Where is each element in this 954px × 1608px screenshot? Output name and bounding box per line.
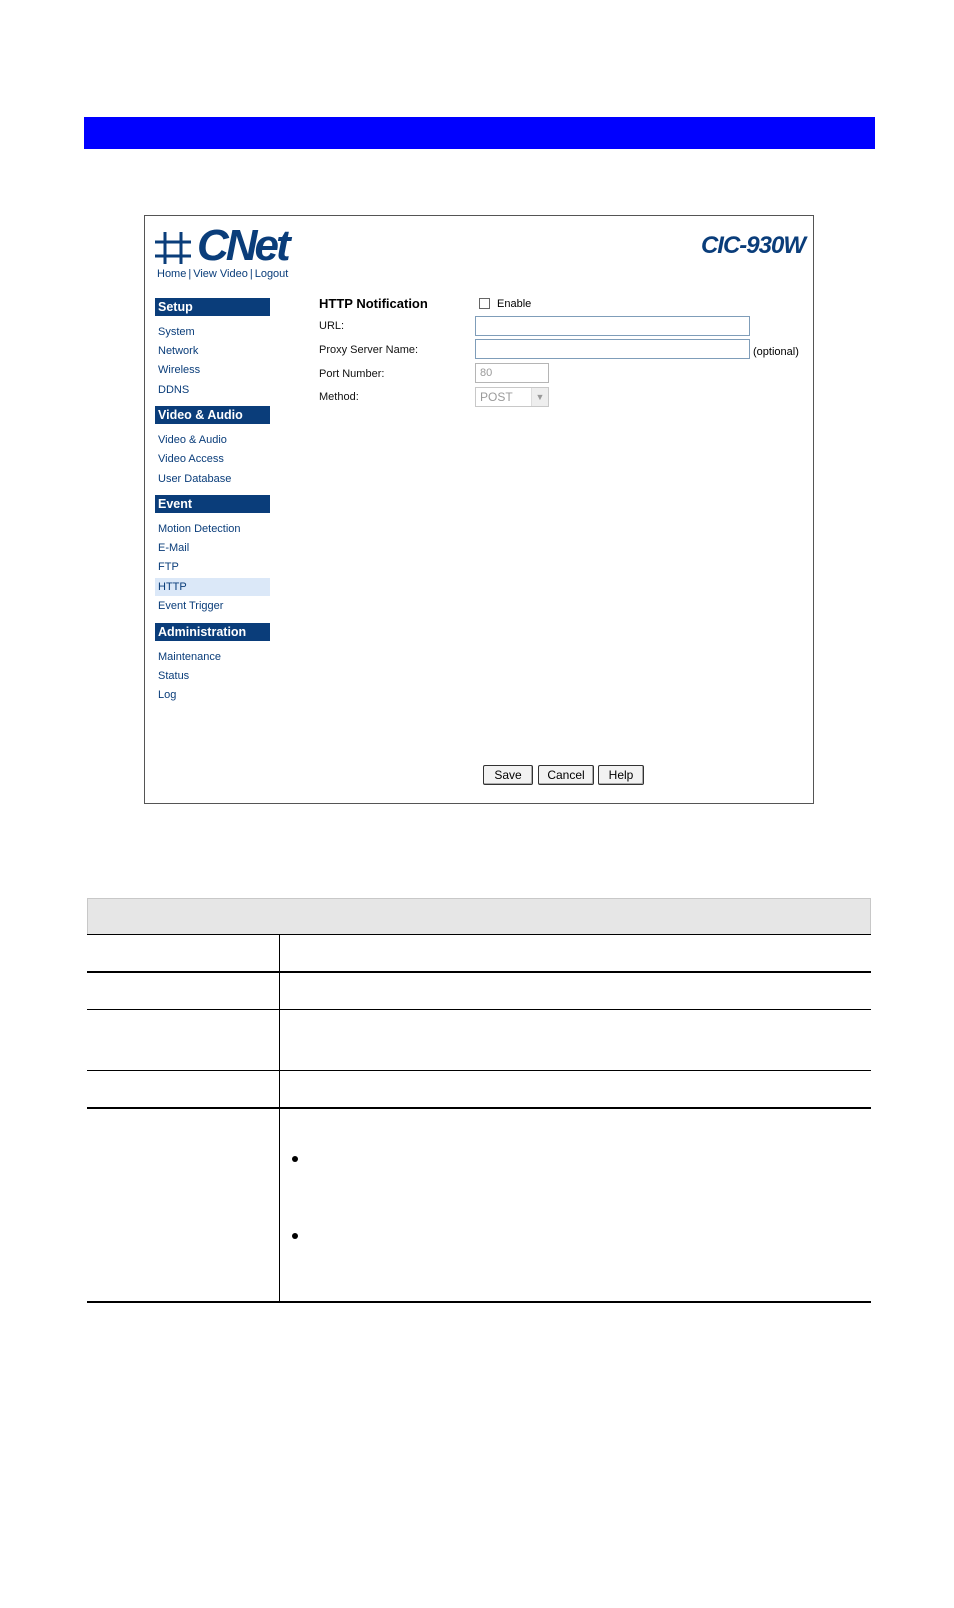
nav-separator: | — [249, 268, 253, 280]
cancel-button[interactable]: Cancel — [538, 765, 594, 785]
sidebar-section-event: Event — [155, 495, 270, 513]
sidebar-item-motion-detection[interactable]: Motion Detection — [158, 523, 241, 535]
sidebar-item-log[interactable]: Log — [158, 689, 177, 701]
table-row-divider — [87, 971, 871, 973]
method-label: Method: — [319, 391, 359, 403]
sidebar-item-email[interactable]: E-Mail — [158, 542, 190, 554]
sidebar-item-ftp[interactable]: FTP — [158, 561, 179, 573]
table-row-divider — [87, 1301, 871, 1303]
table-row-divider — [87, 934, 871, 935]
bullet-icon — [292, 1156, 298, 1162]
sidebar-section-setup: Setup — [155, 298, 270, 316]
bullet-icon — [292, 1233, 298, 1239]
table-row-divider — [87, 1107, 871, 1109]
cnet-logo-icon — [153, 230, 193, 266]
help-button[interactable]: Help — [598, 765, 644, 785]
nav-separator: | — [188, 268, 192, 280]
sidebar-item-maintenance[interactable]: Maintenance — [158, 651, 221, 663]
sidebar-item-http[interactable]: HTTP — [155, 578, 270, 596]
sidebar-item-user-database[interactable]: User Database — [158, 473, 232, 485]
sidebar-item-network[interactable]: Network — [158, 345, 199, 357]
top-nav — [157, 268, 288, 280]
sidebar-item-event-trigger[interactable]: Event Trigger — [158, 600, 224, 612]
table-row-divider — [87, 1070, 871, 1071]
form-title: HTTP Notification — [319, 296, 428, 311]
model-name: CIC-930W — [700, 232, 805, 259]
save-button[interactable]: Save — [483, 765, 533, 785]
table-header-row — [87, 898, 871, 935]
cnet-logo — [153, 222, 288, 268]
url-input[interactable] — [475, 316, 750, 336]
port-number-label: Port Number: — [319, 368, 385, 380]
nav-home-link[interactable]: Home — [157, 268, 187, 280]
enable-label: Enable — [497, 298, 532, 310]
url-label: URL: — [319, 320, 345, 332]
proxy-server-input[interactable] — [475, 339, 750, 359]
nav-view-video-link[interactable]: View Video — [193, 268, 248, 280]
table-column-divider — [279, 935, 280, 1301]
sidebar-item-wireless[interactable]: Wireless — [158, 364, 201, 376]
sidebar-item-video-audio[interactable]: Video & Audio — [158, 434, 227, 446]
port-number-input[interactable] — [475, 363, 549, 383]
enable-checkbox[interactable] — [479, 298, 490, 309]
sidebar-section-video-audio: Video & Audio — [155, 406, 270, 424]
sidebar-item-ddns[interactable]: DDNS — [158, 384, 190, 396]
method-select[interactable] — [475, 387, 549, 407]
page-header-bar — [84, 117, 875, 149]
method-select-value: POST — [480, 390, 513, 404]
sidebar-item-video-access[interactable]: Video Access — [158, 453, 224, 465]
chevron-down-icon: ▼ — [531, 388, 548, 406]
logo-text: CNet — [197, 221, 288, 270]
optional-note: (optional) — [753, 346, 799, 358]
nav-logout-link[interactable]: Logout — [254, 268, 289, 280]
sidebar-item-system[interactable]: System — [158, 326, 195, 338]
sidebar-item-status[interactable]: Status — [158, 670, 190, 682]
screenshot-frame — [144, 215, 814, 804]
sidebar-section-administration: Administration — [155, 623, 270, 641]
proxy-server-label: Proxy Server Name: — [319, 344, 419, 356]
table-row-divider — [87, 1009, 871, 1010]
